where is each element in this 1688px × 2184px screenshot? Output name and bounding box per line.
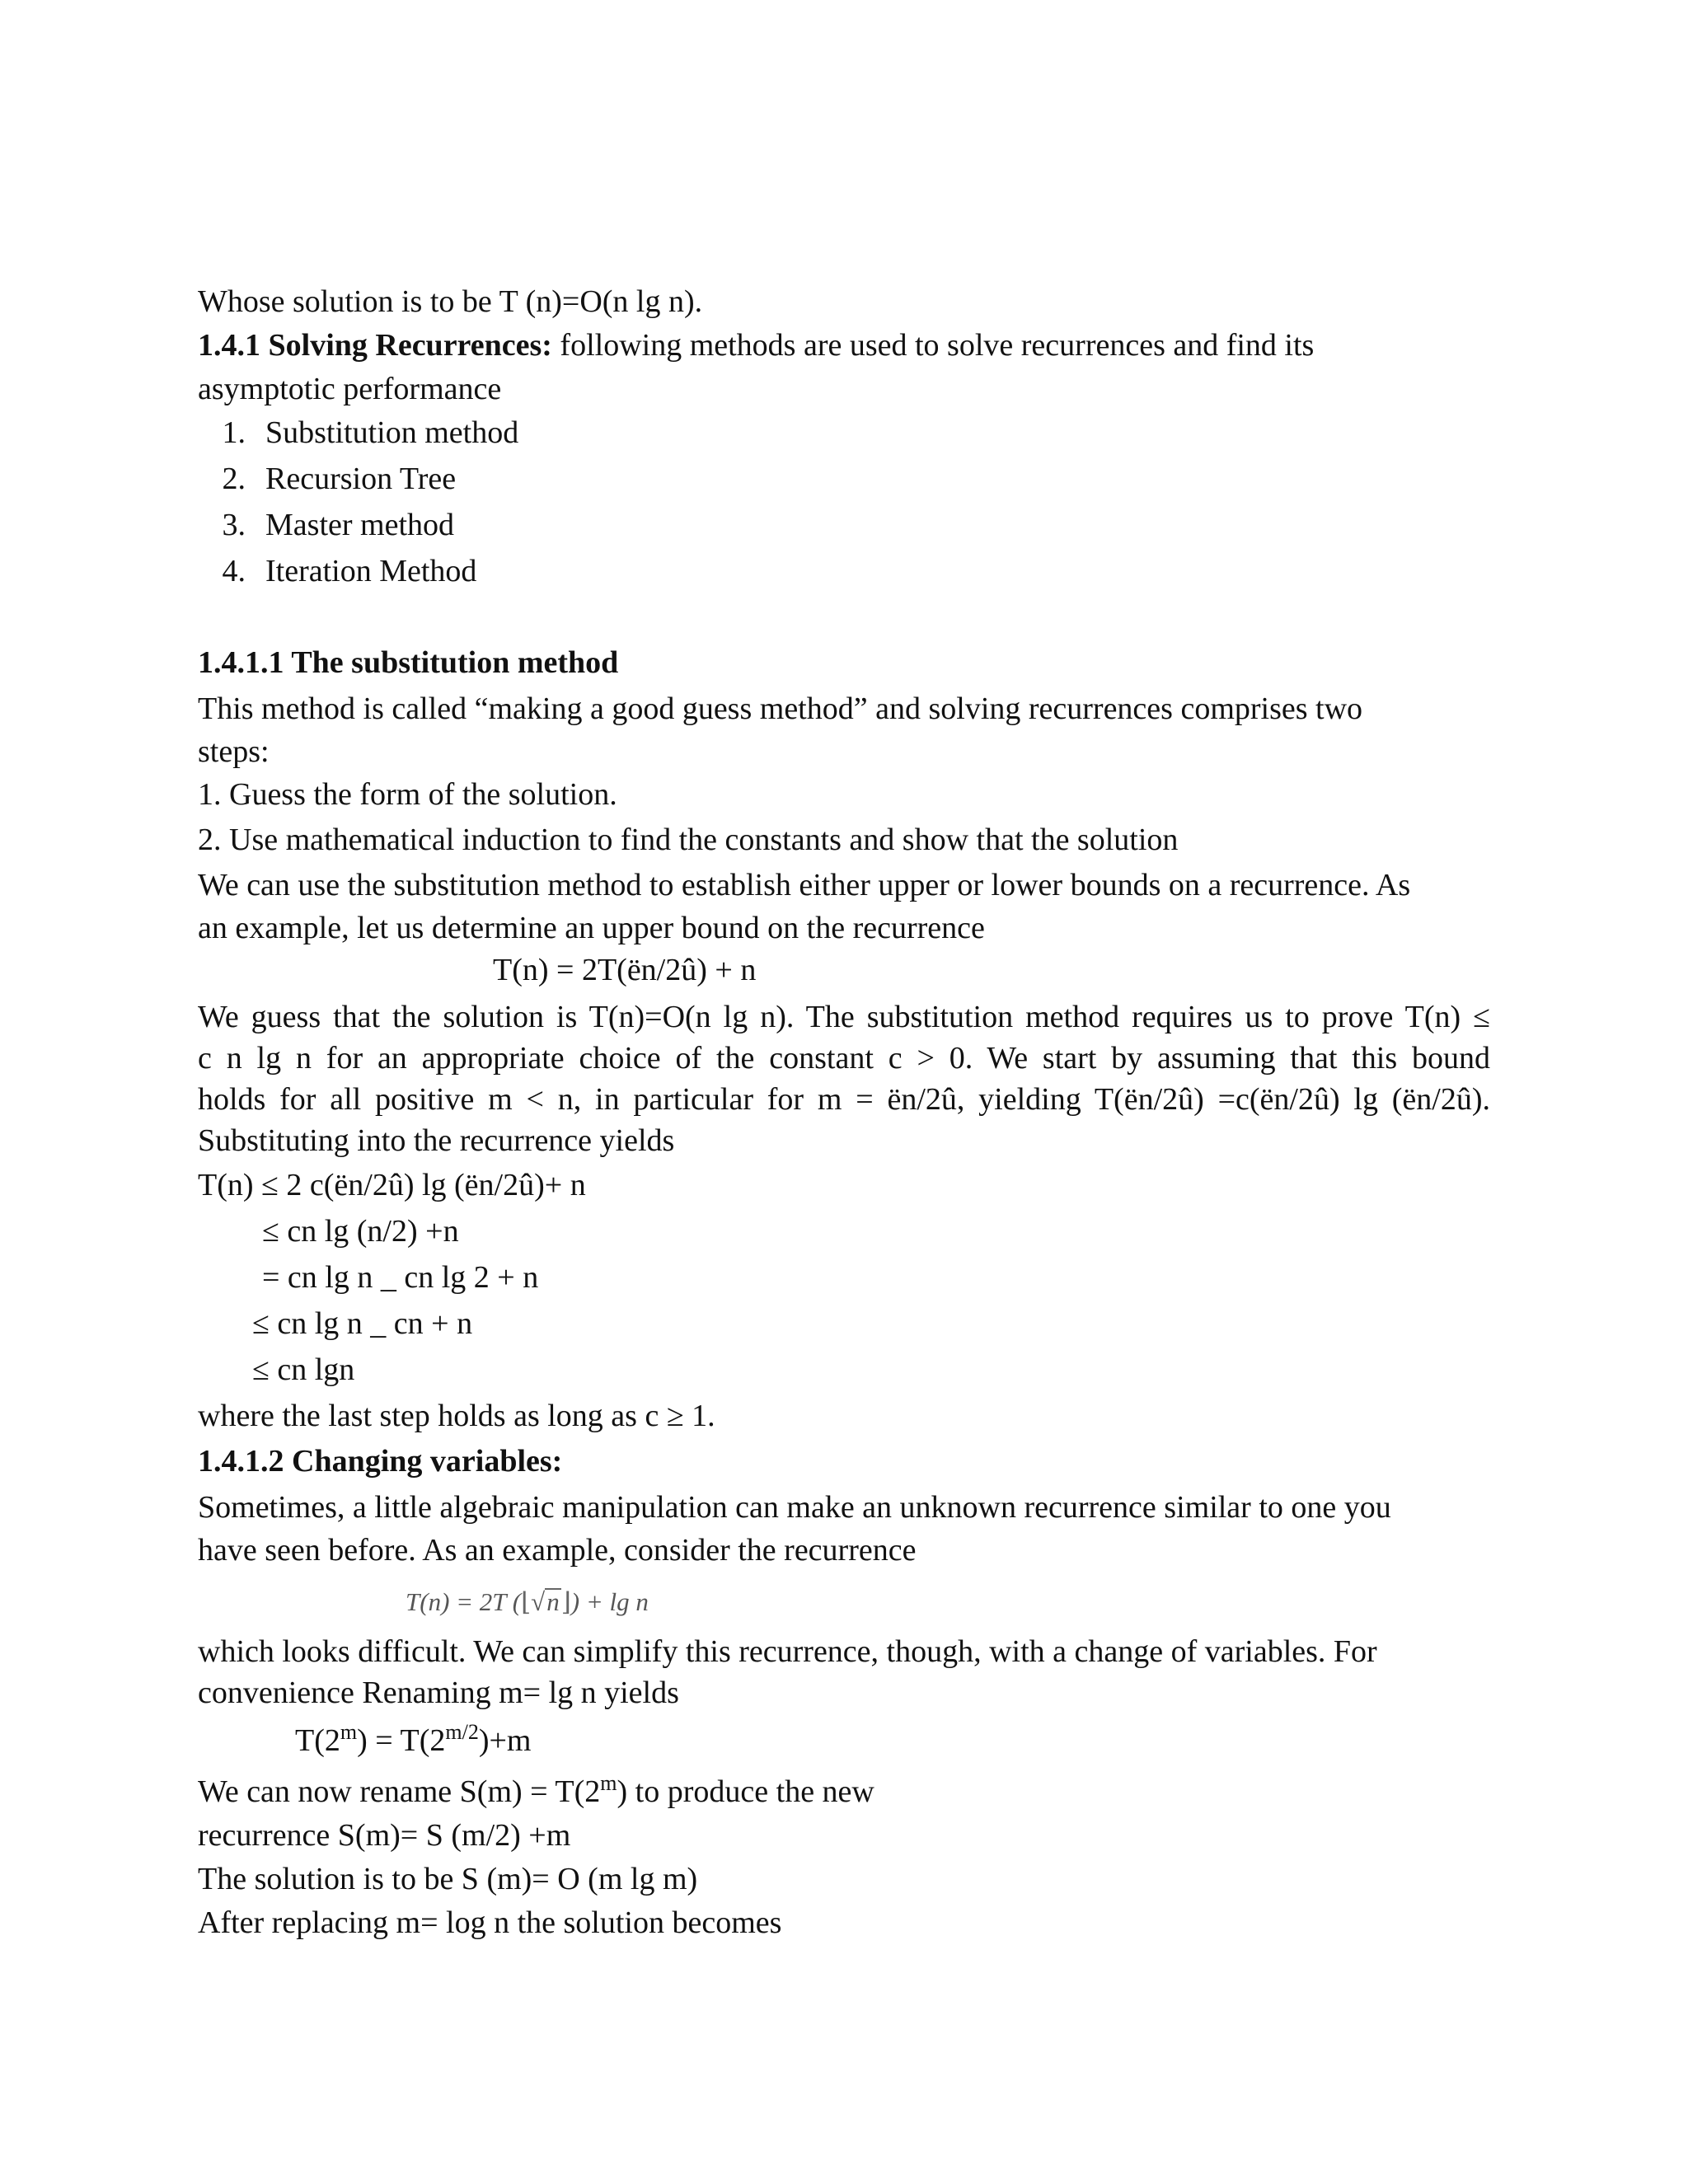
derivation-line: T(n) ≤ 2 c(ën/2û) lg (ën/2û)+ n	[198, 1168, 586, 1202]
sqrt-symbol: √	[531, 1587, 546, 1616]
step-item: 1. Guess the form of the solution.	[198, 777, 617, 812]
list-number: 4.	[222, 554, 246, 588]
text-line: an example, let us determine an upper bound on the recurrence	[198, 911, 985, 945]
derivation-line: = cn lg n _ cn lg 2 + n	[262, 1260, 539, 1295]
text-line: where the last step holds as long as c ≥ 1.	[198, 1399, 715, 1433]
text-line: recurrence S(m)= S (m/2) +m	[198, 1818, 571, 1853]
list-number: 1.	[222, 415, 246, 450]
section-heading-solving-recurrences	[198, 326, 1314, 364]
text-line: This method is called “making a good guess method” and solving recurrences comprises two	[198, 691, 1363, 726]
text-superscript: m	[600, 1771, 617, 1795]
list-item	[198, 552, 476, 590]
eq-superscript: m/2	[445, 1720, 479, 1744]
text-line	[198, 1773, 874, 1811]
text-line: The solution is to be S (m)= O (m lg m)	[198, 1862, 698, 1896]
text-line: steps:	[198, 734, 270, 769]
eq-superscript: m	[340, 1720, 358, 1744]
radicand: n	[546, 1587, 560, 1616]
section-heading-substitution: 1.4.1.1 The substitution method	[198, 645, 619, 680]
list-text: Substitution method	[265, 415, 519, 450]
text-line: Substituting into the recurrence yields	[198, 1123, 675, 1158]
list-number: 2.	[222, 462, 246, 496]
text-part: ) to produce the new	[617, 1774, 874, 1809]
text-line: After replacing m= log n the solution becomes	[198, 1905, 782, 1940]
derivation-line: ≤ cn lgn	[252, 1352, 355, 1387]
text-line: We can use the substitution method to establish either upper or lower bounds on a recurrence. As	[198, 868, 1411, 902]
formula-lhs: T(n) = 2T (	[406, 1587, 522, 1616]
formula-rhs: ) + lg n	[570, 1587, 649, 1616]
heading-continuation: following methods are used to solve recurrences and find its	[551, 328, 1315, 363]
list-text: Recursion Tree	[265, 462, 457, 496]
list-text: Master method	[265, 508, 455, 542]
text-line: which looks difficult. We can simplify this recurrence, though, with a change of variables. For	[198, 1634, 1377, 1669]
text-line: convenience Renaming m= lg n yields	[198, 1675, 679, 1710]
text-line: c n lg n for an appropriate choice of the constant c > 0. We start by assuming that this bound	[198, 1041, 1490, 1076]
floor-open: ⌊	[521, 1587, 532, 1616]
equation-renamed	[295, 1722, 531, 1760]
text-line: We guess that the solution is T(n)=O(n lg n). The substitution method requires us to prove T(n) ≤	[198, 1000, 1490, 1034]
eq-part: T(2	[295, 1723, 340, 1758]
list-number: 3.	[222, 508, 246, 542]
text-line: Sometimes, a little algebraic manipulation can make an unknown recurrence similar to one you	[198, 1490, 1391, 1525]
eq-part: )+m	[478, 1723, 532, 1758]
section-heading-changing-variables: 1.4.1.2 Changing variables:	[198, 1444, 563, 1479]
step-item: 2. Use mathematical induction to find the constants and show that the solution	[198, 823, 1179, 857]
equation-image	[406, 1582, 719, 1622]
text-part: We can now rename S(m) = T(2	[198, 1774, 601, 1809]
list-item	[198, 506, 454, 544]
list-item	[198, 414, 518, 452]
text-line: have seen before. As an example, consider the recurrence	[198, 1533, 917, 1568]
text-line: Whose solution is to be T (n)=O(n lg n).	[198, 284, 703, 319]
list-item	[198, 460, 456, 498]
equation-recurrence: T(n) = 2T(ën/2û) + n	[493, 953, 757, 987]
list-text: Iteration Method	[265, 554, 477, 588]
text-line: holds for all positive m < n, in particular for m = ën/2û, yielding T(ën/2û) =c(ën/2û) lg (ën/2û).	[198, 1082, 1490, 1117]
text-line: asymptotic performance	[198, 372, 502, 406]
derivation-line: ≤ cn lg n _ cn + n	[252, 1306, 473, 1341]
heading-label: 1.4.1 Solving Recurrences:	[198, 328, 552, 363]
floor-close: ⌋	[560, 1587, 571, 1616]
derivation-line: ≤ cn lg (n/2) +n	[262, 1214, 459, 1249]
eq-part: ) = T(2	[357, 1723, 446, 1758]
